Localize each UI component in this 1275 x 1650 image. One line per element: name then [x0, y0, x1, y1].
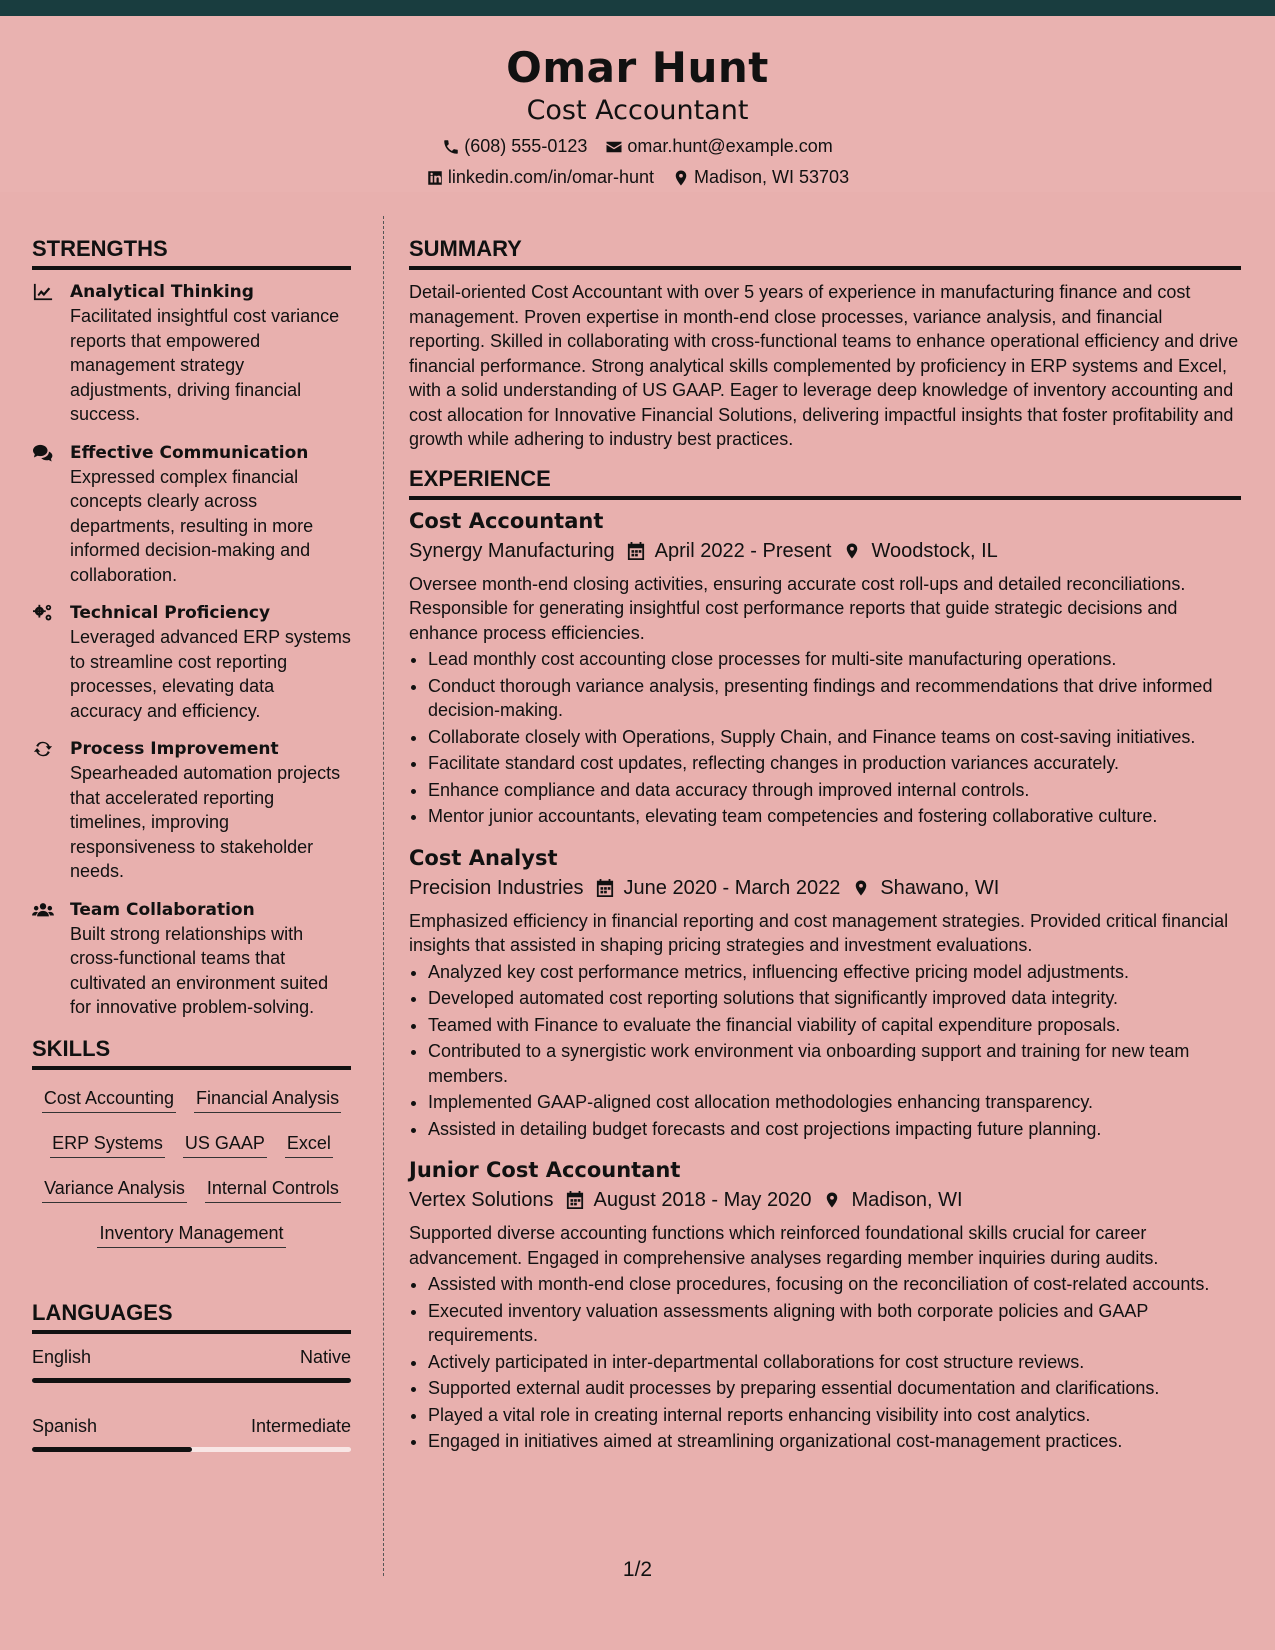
job-description: Supported diverse accounting functions which reinforced foundational skills crucial for career advancement. Engaged in comprehensive analyses regarding member inquiries during audits.	[409, 1223, 1159, 1268]
job-bullet: • Assisted with month-end close procedures, focusing on the reconciliation of cost-related accounts.	[428, 1272, 1241, 1297]
job-meta	[409, 1185, 1241, 1215]
job-bullets	[409, 647, 1241, 829]
candidate-title: Cost Accountant	[526, 95, 749, 126]
job-dates: June 2020 - March 2022	[623, 876, 841, 899]
candidate-name: Omar Hunt	[506, 43, 769, 92]
job-bullet: • Enhance compliance and data accuracy through improved internal controls.	[428, 778, 1241, 803]
resume-header	[0, 16, 1275, 192]
linkedin-contact[interactable]	[426, 167, 654, 188]
job-company: Vertex Solutions	[409, 1189, 554, 1211]
job-bullet: • Analyzed key cost performance metrics, influencing effective pricing model adjustments.	[428, 960, 1241, 985]
calendar-icon	[627, 541, 645, 561]
phone-icon	[442, 138, 460, 156]
job-title: Junior Cost Accountant	[409, 1158, 681, 1182]
strength-desc: Leveraged advanced ERP systems to streamline cost reporting processes, elevating data accuracy and efficiency.	[70, 627, 351, 721]
job-entry	[409, 506, 1241, 829]
top-accent-bar	[0, 0, 1275, 16]
map-pin-icon	[852, 878, 870, 898]
strength-item	[32, 441, 351, 588]
job-dates: April 2022 - Present	[654, 539, 832, 562]
strength-desc: Facilitated insightful cost variance reports that empowered management strategy adjustments, driving financial success.	[70, 306, 340, 424]
job-entry	[409, 1155, 1241, 1454]
strength-name: Process Improvement	[70, 739, 279, 759]
strength-desc: Spearheaded automation projects that accelerated reporting timelines, improving responsiveness to stakeholder needs.	[70, 763, 341, 881]
phone-text: (608) 555-0123	[464, 136, 588, 156]
job-bullet: • Conduct thorough variance analysis, presenting findings and recommendations that drive informed decision-making.	[428, 674, 1241, 723]
contact-row-2	[0, 167, 1275, 188]
linkedin-text[interactable]: linkedin.com/in/omar-hunt	[447, 167, 654, 187]
skill-tag: Inventory Management	[97, 1221, 285, 1248]
location-contact	[672, 167, 849, 188]
map-pin-icon	[823, 1190, 841, 1210]
gears-icon	[32, 603, 54, 623]
resume-body	[0, 192, 1275, 1650]
job-bullets	[409, 960, 1241, 1142]
job-company: Synergy Manufacturing	[409, 539, 615, 562]
job-title: Cost Accountant	[409, 508, 604, 533]
strength-name: Effective Communication	[70, 442, 309, 463]
job-location: Madison, WI	[851, 1189, 963, 1211]
phone-contact	[442, 136, 587, 157]
skill-tag: Cost Accounting	[42, 1086, 176, 1113]
strength-name: Technical Proficiency	[70, 603, 271, 623]
job-bullet: • Collaborate closely with Operations, Supply Chain, and Finance teams on cost-saving initiatives.	[428, 725, 1241, 750]
job-entry	[409, 843, 1241, 1142]
strength-desc: Expressed complex financial concepts clearly across departments, resulting in more informed decision-making and collaboration.	[70, 466, 314, 585]
summary-text: Detail-oriented Cost Accountant with over 5 years of experience in manufacturing finance and cost management. Proven expertise in month-end close processes, variance analysis, and financial reporting. Skilled in collaborating with cross-functional teams to enhance operational efficiency and drive financial performance. Strong analytical skills complemented by proficiency in ERP systems and Excel, with a solid understanding of US GAAP. Eager to leverage deep knowledge of inventory accounting and cost allocation for Innovative Financial Solutions, delivering impactful insights that foster profitability and growth while adhering to industry best practices.	[409, 282, 1239, 449]
summary-heading: SUMMARY	[409, 234, 1241, 270]
job-description: Emphasized efficiency in financial reporting and cost management strategies. Provided critical financial insights that assisted in shaping pricing strategies and investment evaluations.	[409, 910, 1229, 955]
linkedin-icon	[426, 169, 444, 187]
experience-list	[409, 506, 1241, 1454]
experience-heading: EXPERIENCE	[409, 464, 1241, 500]
language-bar-fill	[32, 1447, 192, 1452]
job-bullet: • Supported external audit processes by preparing essential documentation and clarifications.	[428, 1376, 1241, 1401]
comments-icon	[32, 443, 54, 463]
language-level: Intermediate	[250, 1415, 351, 1436]
skill-tag: US GAAP	[183, 1131, 267, 1158]
job-bullets	[409, 1272, 1241, 1454]
language-item	[32, 1413, 351, 1452]
job-bullet: • Teamed with Finance to evaluate the financial viability of capital expenditure proposals.	[428, 1013, 1241, 1038]
sync-icon	[32, 739, 54, 759]
strength-item	[32, 601, 351, 723]
job-meta	[409, 536, 1241, 566]
location-text: Madison, WI 53703	[694, 167, 850, 187]
job-bullet: • Facilitate standard cost updates, reflecting changes in production variances accurately.	[428, 751, 1241, 776]
job-dates: August 2018 - May 2020	[593, 1189, 812, 1211]
skill-tag: Financial Analysis	[194, 1086, 341, 1113]
job-bullet: • Developed automated cost reporting solutions that significantly improved data integrity.	[428, 986, 1241, 1011]
page-number: 1/2	[622, 1558, 653, 1581]
skill-tag: Excel	[285, 1131, 333, 1158]
language-name: English	[32, 1346, 92, 1367]
languages-heading: LANGUAGES	[32, 1298, 351, 1334]
skills-heading: SKILLS	[32, 1034, 351, 1070]
job-bullet: • Engaged in initiatives aimed at streamlining organizational cost-management practices.	[428, 1429, 1241, 1454]
job-location: Shawano, WI	[880, 876, 1000, 899]
language-level: Native	[299, 1346, 351, 1367]
job-bullet: • Implemented GAAP-aligned cost allocation methodologies enhancing transparency.	[428, 1090, 1241, 1115]
strength-item	[32, 737, 351, 884]
calendar-icon	[566, 1190, 584, 1210]
envelope-icon	[605, 138, 623, 156]
skill-tag: Variance Analysis	[42, 1176, 187, 1203]
contact-row-1	[0, 136, 1275, 157]
skill-tag: Internal Controls	[205, 1176, 341, 1203]
column-divider	[383, 216, 384, 1576]
calendar-icon	[596, 878, 614, 898]
strength-desc: Built strong relationships with cross-functional teams that cultivated an environment suited for innovative problem-solving.	[70, 923, 329, 1017]
job-location: Woodstock, IL	[871, 539, 998, 562]
left-column	[32, 234, 351, 1474]
language-item	[32, 1344, 351, 1383]
language-name: Spanish	[32, 1415, 98, 1436]
language-bar	[32, 1378, 351, 1383]
job-meta	[409, 873, 1241, 903]
job-bullet: • Lead monthly cost accounting close processes for multi-site manufacturing operations.	[428, 647, 1241, 672]
job-bullet: • Executed inventory valuation assessments aligning with both corporate policies and GAAP requirements.	[428, 1299, 1241, 1348]
language-bar-fill	[32, 1378, 351, 1383]
strengths-list	[32, 280, 351, 1020]
strength-item	[32, 280, 351, 427]
job-bullet: • Played a vital role in creating internal reports enhancing visibility into cost analytics.	[428, 1403, 1241, 1428]
map-pin-icon	[843, 541, 861, 561]
users-icon	[32, 900, 54, 920]
chart-line-icon	[32, 282, 54, 302]
strength-item	[32, 898, 351, 1020]
map-pin-icon	[672, 169, 690, 187]
email-contact[interactable]	[605, 136, 832, 157]
skill-tag: ERP Systems	[50, 1131, 165, 1158]
job-title: Cost Analyst	[409, 845, 558, 870]
email-text[interactable]: omar.hunt@example.com	[627, 136, 833, 156]
job-company: Precision Industries	[409, 876, 584, 899]
skills-list	[32, 1080, 351, 1258]
job-bullet: • Contributed to a synergistic work environment via onboarding support and training for new team members.	[428, 1039, 1241, 1088]
strength-name: Analytical Thinking	[70, 282, 254, 302]
strengths-heading: STRENGTHS	[32, 234, 351, 270]
strength-name: Team Collaboration	[70, 899, 255, 920]
language-bar	[32, 1447, 351, 1452]
job-bullet: • Mentor junior accountants, elevating team competencies and fostering collaborative culture.	[428, 804, 1241, 829]
right-column	[409, 234, 1241, 1456]
job-description: Oversee month-end closing activities, ensuring accurate cost roll-ups and detailed reconciliations. Responsible for generating insightful cost performance reports that guide strategic decisions and enhance process efficiencies.	[409, 573, 1186, 643]
job-bullet: • Actively participated in inter-departmental collaborations for cost structure reviews.	[428, 1350, 1241, 1375]
job-bullet: • Assisted in detailing budget forecasts and cost projections impacting future planning.	[428, 1117, 1241, 1142]
